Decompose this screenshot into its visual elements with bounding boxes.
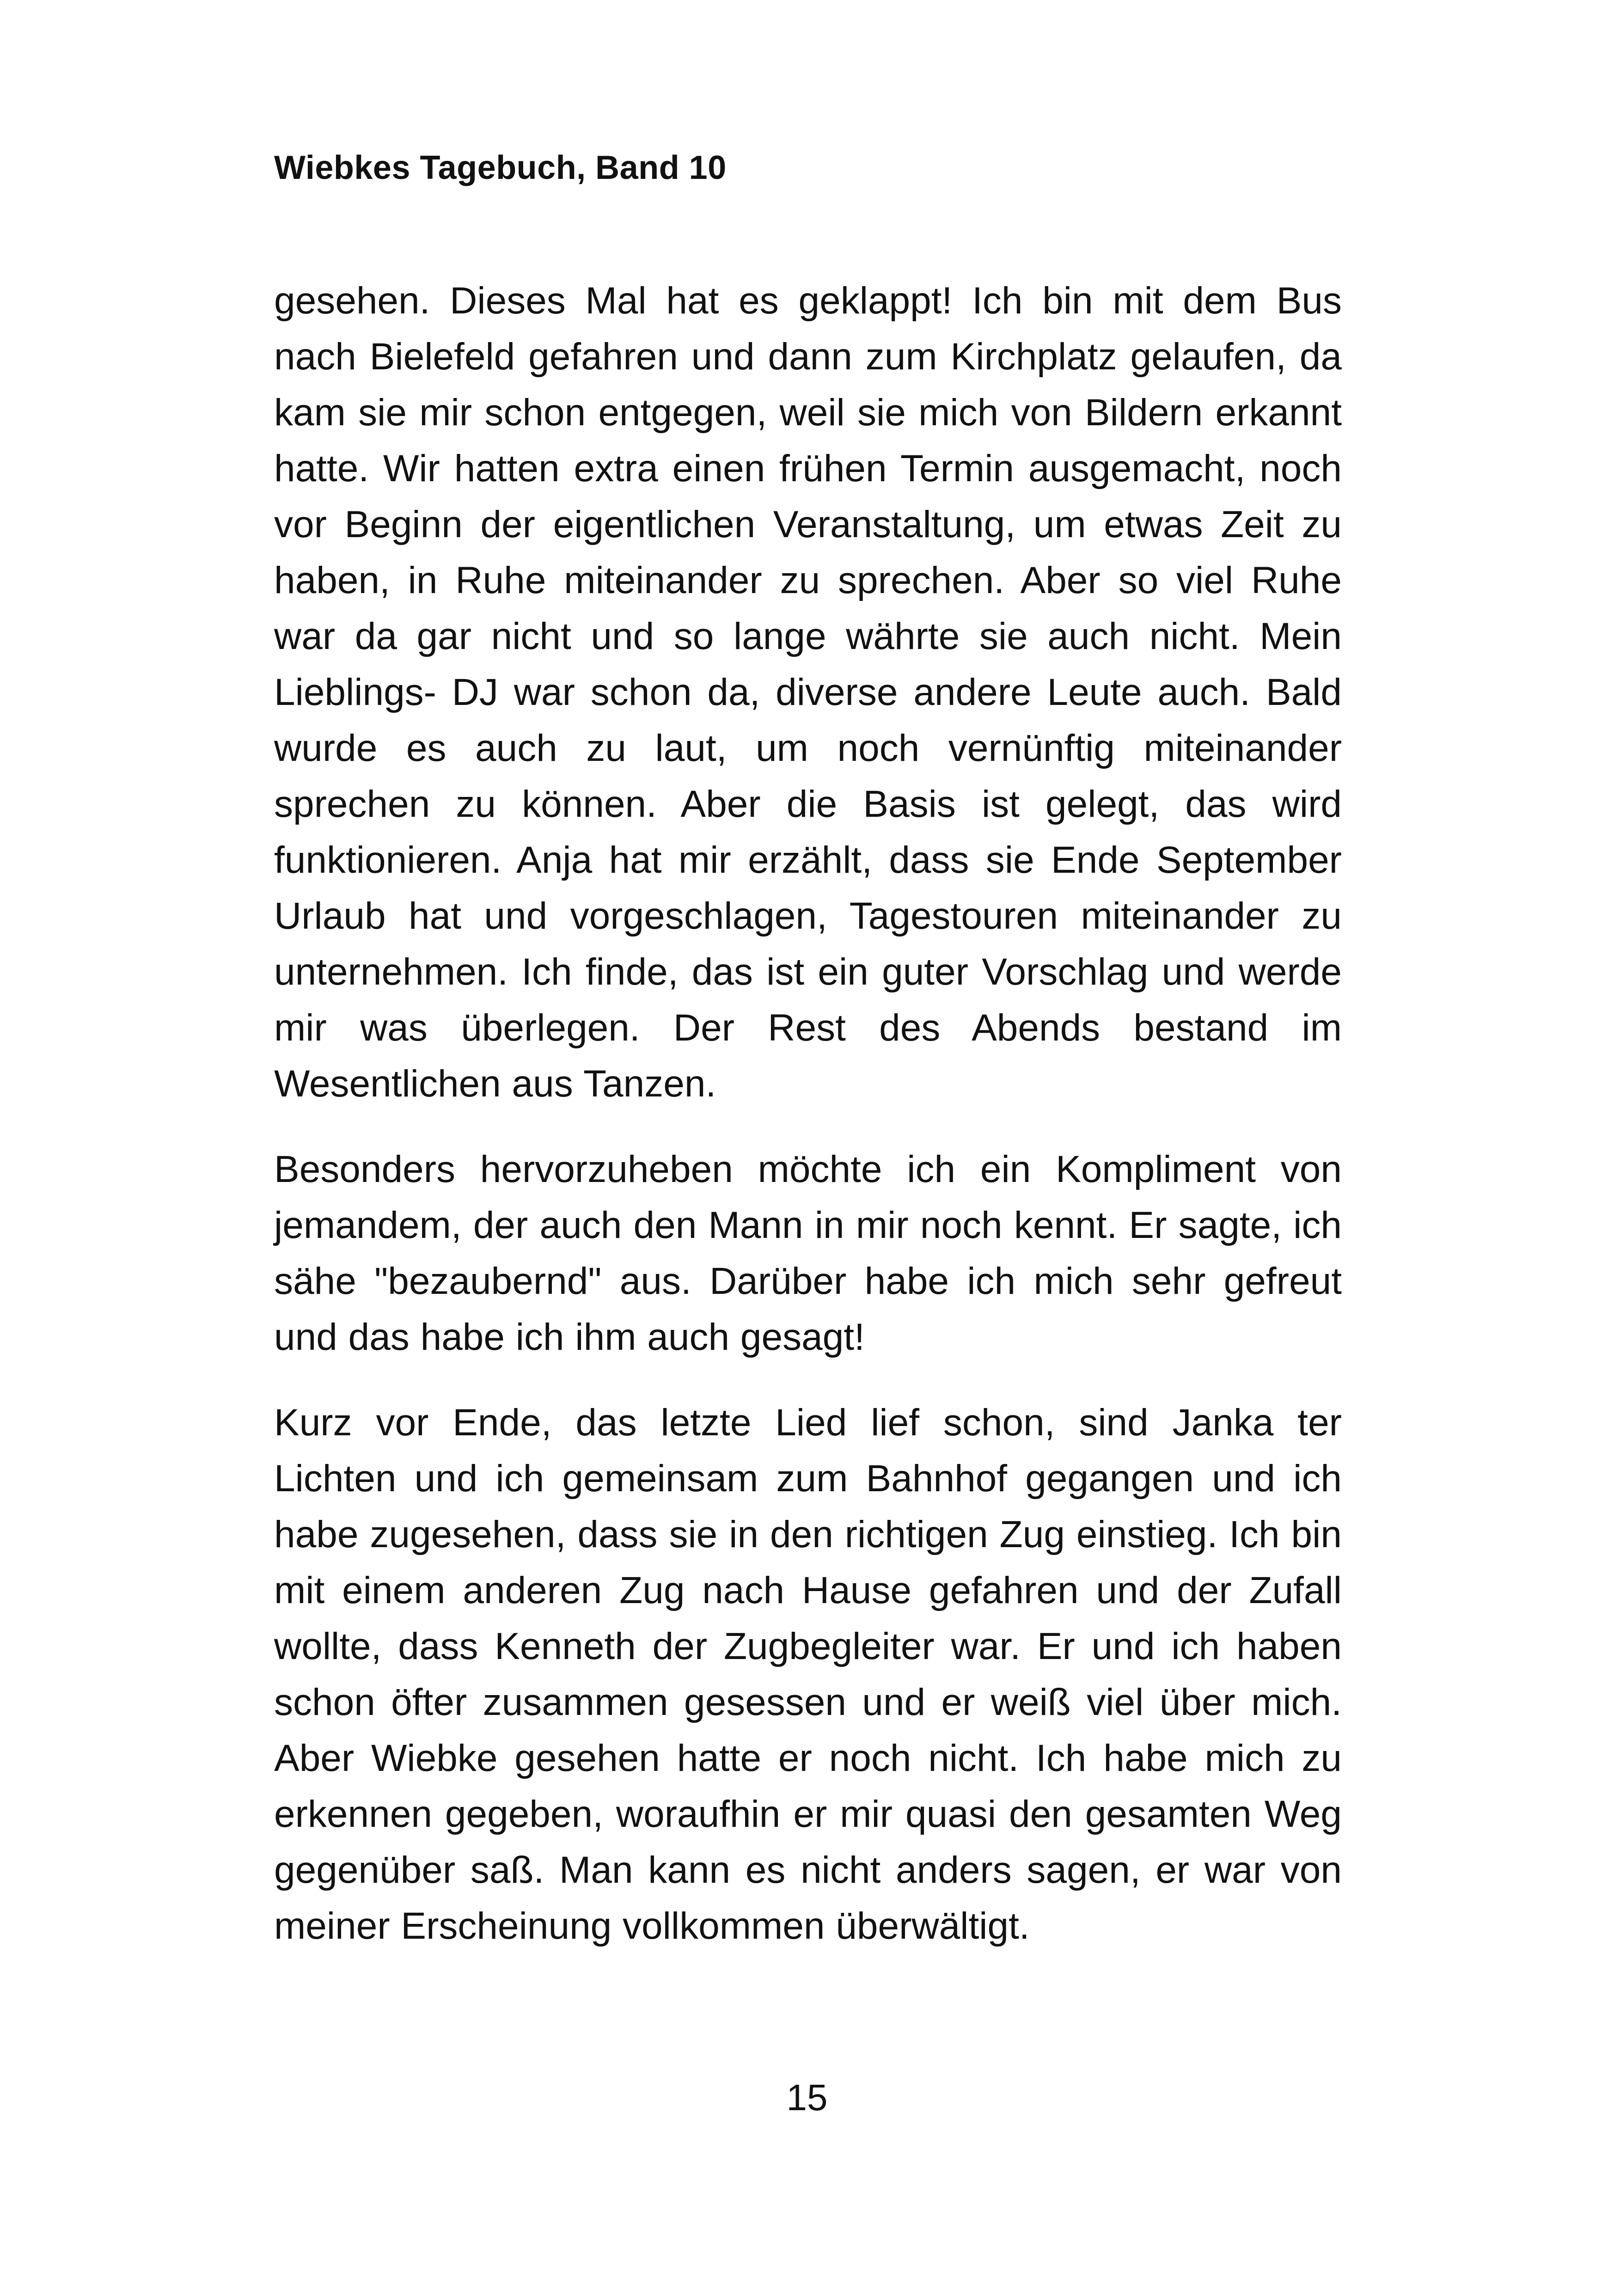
running-header-title: Wiebkes Tagebuch, Band 10: [274, 149, 727, 186]
paragraph-2: Besonders hervorzuheben möchte ich ein Kompliment von jemandem, der auch den Mann in mir noch kennt. Er sagte, ich sähe "bezaubernd" aus. Darüber habe ich mich sehr gefreut und das habe ich ihm auch gesagt!: [274, 1148, 1342, 1358]
paragraph-3: Kurz vor Ende, das letzte Lied lief schon, sind Janka ter Lichten und ich gemeinsam zum Bahnhof gegangen und ich habe zugesehen, dass sie in den richtigen Zug einstieg. Ich bin mit einem anderen Zug nach Hause gefahren und der Zufall wollte, dass Kenneth der Zugbegleiter war. Er und ich haben schon öfter zusammen gesessen und er weiß viel über mich. Aber Wiebke gesehen hatte er noch nicht. Ich habe mich zu erkennen gegeben, woraufhin er mir quasi den gesamten Weg gegenüber saß. Man kann es nicht anders sagen, er war von meiner Erscheinung vollkommen überwältigt.: [274, 1402, 1342, 1947]
paragraph-1: gesehen. Dieses Mal hat es geklappt! Ich bin mit dem Bus nach Bielefeld gefahren und dann zum Kirchplatz gelaufen, da kam sie mir schon entgegen, weil sie mich von Bildern erkannt hatte. Wir hatten extra einen frühen Termin ausgemacht, noch vor Beginn der eigentlichen Veranstaltung, um etwas Zeit zu haben, in Ruhe miteinander zu sprechen. Aber so viel Ruhe war da gar nicht und so lange währte sie auch nicht. Mein Lieblings- DJ war schon da, diverse andere Leute auch. Bald wurde es auch zu laut, um noch vernünftig miteinander sprechen zu können. Aber die Basis ist gelegt, das wird funktionieren. Anja hat mir erzählt, dass sie Ende September Urlaub hat und vorgeschlagen, Tagestouren miteinander zu unternehmen. Ich finde, das ist ein guter Vorschlag und werde mir was überlegen. Der Rest des Abends bestand im Wesentlichen aus Tanzen.: [274, 280, 1342, 1105]
body-text: [274, 273, 1342, 1984]
page-number: 15: [786, 2077, 828, 2118]
